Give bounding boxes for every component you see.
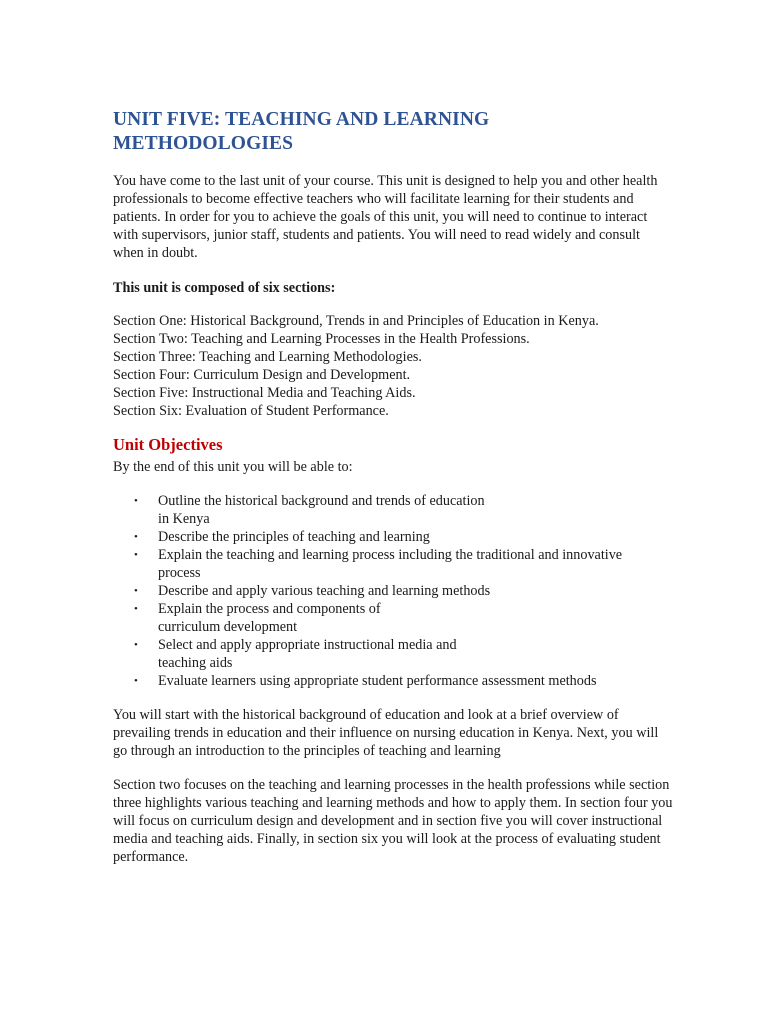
sections-heading: This unit is composed of six sections:	[113, 280, 336, 296]
objective-text: Describe the principles of teaching and learning	[158, 529, 430, 545]
objectives-list	[113, 492, 673, 690]
objectives-lead: By the end of this unit you will be able to:	[113, 459, 353, 475]
bullet-icon: •	[134, 495, 138, 507]
objective-item	[113, 546, 673, 582]
objective-item	[113, 672, 673, 690]
objective-item	[113, 492, 673, 528]
objective-item	[113, 528, 673, 546]
unit-title-line-2: METHODOLOGIES	[113, 133, 294, 154]
objective-text: Explain the teaching and learning process including the traditional and innovative	[158, 547, 623, 563]
objective-item	[113, 600, 673, 636]
objectives-heading: Unit Objectives	[113, 435, 223, 454]
objective-text: process	[158, 565, 201, 581]
objective-text: Describe and apply various teaching and learning methods	[158, 583, 491, 599]
objective-text: Evaluate learners using appropriate student performance assessment methods	[158, 673, 597, 689]
intro-paragraph: You have come to the last unit of your course. This unit is designed to help you and other health professionals to become effective teachers who will facilitate learning for their students and patients. In order for you to achieve the goals of this unit, you will need to continue to interact with supervisors, junior staff, students and patients. You will need to read widely and consult when in doubt.	[113, 173, 658, 261]
objective-text: Explain the process and components of	[158, 601, 381, 617]
section-item: Section Five: Instructional Media and Teaching Aids.	[113, 385, 416, 401]
bullet-icon: •	[134, 549, 138, 561]
overview-paragraph: You will start with the historical background of education and look at a brief overview of prevailing trends in education and their influence on nursing education in Kenya. Next, you will go through an introduction to the principles of teaching and learning	[113, 707, 659, 759]
unit-title-line-1: UNIT FIVE: TEACHING AND LEARNING	[113, 109, 490, 130]
objective-text: Select and apply appropriate instructional media and	[158, 637, 457, 653]
bullet-icon: •	[134, 639, 138, 651]
sections-summary-paragraph: Section two focuses on the teaching and learning processes in the health professions while section three highlights various teaching and learning methods and how to apply them. In section four you will focus on curriculum design and development and in section five you will cover instructional media and teaching aids. Finally, in section six you will look at the process of evaluating student performance.	[113, 777, 673, 865]
bullet-icon: •	[134, 531, 138, 543]
section-item: Section Four: Curriculum Design and Development.	[113, 367, 411, 383]
objective-text: teaching aids	[158, 655, 233, 671]
objective-text: curriculum development	[158, 619, 298, 635]
section-item: Section Two: Teaching and Learning Processes in the Health Professions.	[113, 331, 530, 347]
bullet-icon: •	[134, 603, 138, 615]
document-page	[113, 108, 673, 866]
section-item: Section One: Historical Background, Trends in and Principles of Education in Kenya.	[113, 313, 599, 329]
objective-item	[113, 636, 673, 672]
objective-text: in Kenya	[158, 511, 210, 527]
unit-title	[113, 108, 673, 156]
bullet-icon: •	[134, 675, 138, 687]
objective-text: Outline the historical background and trends of education	[158, 493, 485, 509]
sections-list	[113, 312, 673, 420]
objective-item	[113, 582, 673, 600]
bullet-icon: •	[134, 585, 138, 597]
section-item: Section Three: Teaching and Learning Methodologies.	[113, 349, 422, 365]
section-item: Section Six: Evaluation of Student Performance.	[113, 403, 389, 419]
